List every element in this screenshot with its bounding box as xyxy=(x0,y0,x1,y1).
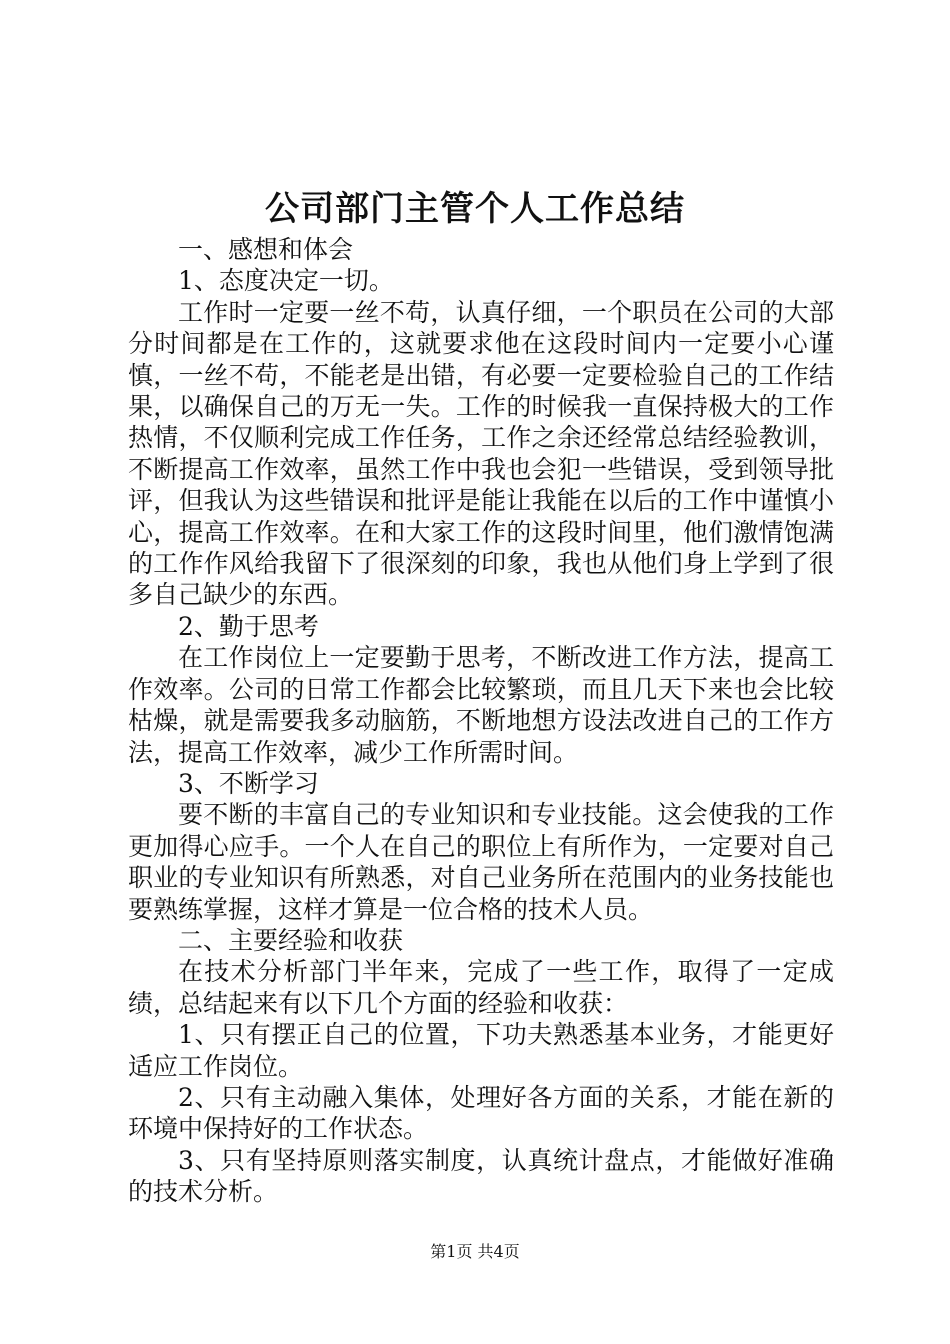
section-heading: 一、感想和体会 xyxy=(178,235,354,264)
subsection-heading: 3、不断学习 xyxy=(178,768,319,798)
list-item: 2、只有主动融入集体，处理好各方面的关系，才能在新的环境中保持好的工作状态。 xyxy=(128,1082,834,1144)
document-body xyxy=(128,234,834,1208)
subsection-heading: 1、态度决定一切。 xyxy=(178,266,394,296)
subsection-heading: 2、勤于思考 xyxy=(178,611,319,641)
body-paragraph: 在技术分析部门半年来，完成了一些工作，取得了一定成绩，总结起来有以下几个方面的经验和收获： xyxy=(128,957,834,1018)
body-paragraph: 要不断的丰富自己的专业知识和专业技能。这会使我的工作更加得心应手。一个人在自己的职位上有所作为，一定要对自己职业的专业知识有所熟悉，对自己业务所在范围内的业务技能也要熟练掌握，这样才算是一位合格的技术人员。 xyxy=(128,800,834,924)
body-paragraph: 工作时一定要一丝不苟，认真仔细，一个职员在公司的大部分时间都是在工作的，这就要求他在这段时间内一定要小心谨慎，一丝不苟，不能老是出错，有必要一定要检验自己的工作结果，以确保自己的万无一失。工作的时候我一直保持极大的工作热情，不仅顺利完成工作任务，工作之余还经常总结经验教训，不断提高工作效率，虽然工作中我也会犯一些错误，受到领导批评，但我认为这些错误和批评是能让我能在以后的工作中谨慎小心，提高工作效率。在和大家工作的这段时间里，他们激情饱满的工作作风给我留下了很深刻的印象，我也从他们身上学到了很多自己缺少的东西。 xyxy=(128,297,834,610)
section-heading: 二、主要经验和收获 xyxy=(178,925,404,955)
list-item: 1、只有摆正自己的位置，下功夫熟悉基本业务，才能更好适应工作岗位。 xyxy=(128,1020,834,1081)
body-paragraph: 在工作岗位上一定要勤于思考，不断改进工作方法，提高工作效率。公司的日常工作都会比较繁琐，而且几天下来也会比较枯燥，就是需要我多动脑筋，不断地想方设法改进自己的工作方法，提高工作效率，减少工作所需时间。 xyxy=(128,643,834,767)
page-number-footer: 第1页 共4页 xyxy=(430,1242,520,1261)
list-item: 3、只有坚持原则落实制度，认真统计盘点，才能做好准确的技术分析。 xyxy=(128,1145,834,1207)
document-title: 公司部门主管个人工作总结 xyxy=(265,189,685,229)
